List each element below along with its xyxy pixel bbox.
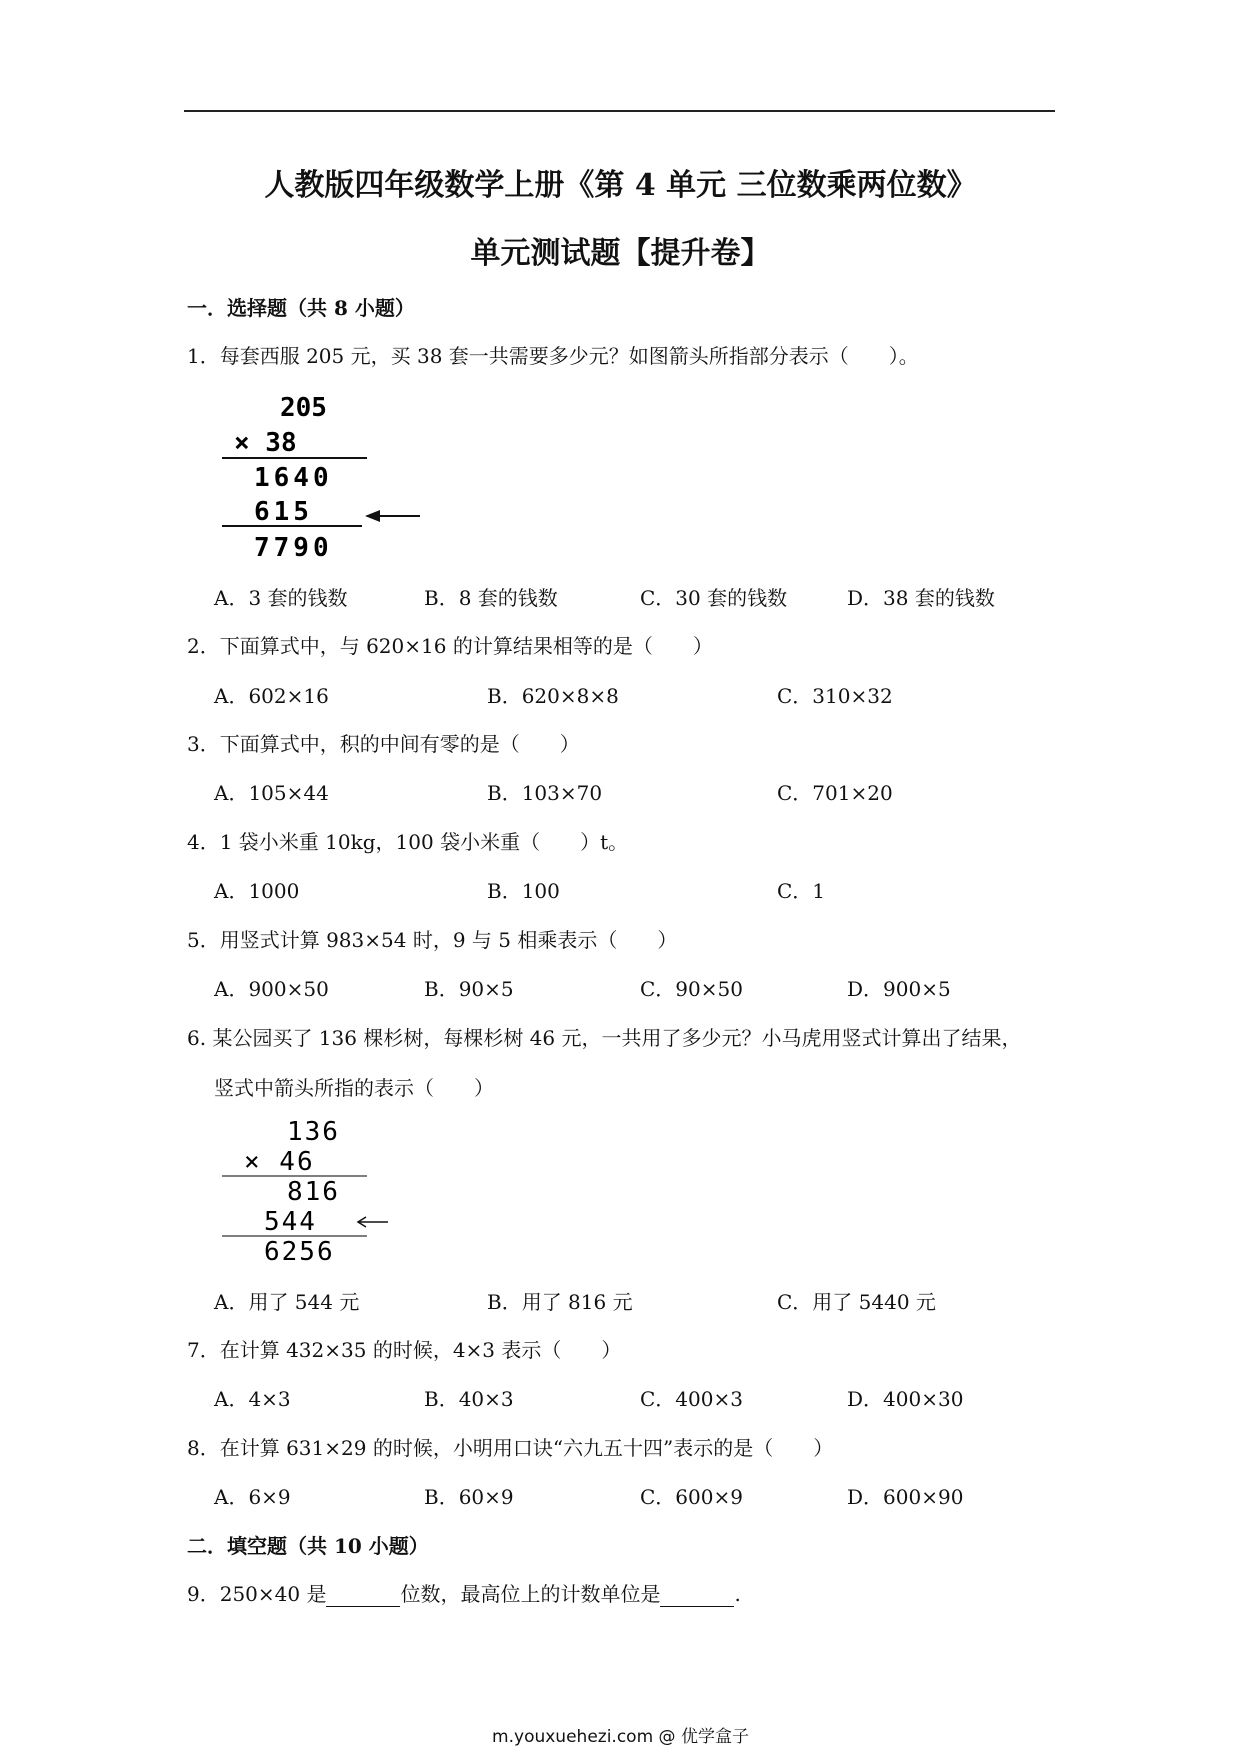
q7-option-a[interactable]: A．4×3 bbox=[214, 1387, 291, 1411]
q5-option-a[interactable]: A．900×50 bbox=[214, 977, 329, 1001]
q3-option-c[interactable]: C．701×20 bbox=[777, 781, 893, 805]
question-5: 5．用竖式计算 983×54 时，9 与 5 相乘表示（ ） bbox=[187, 928, 678, 952]
q5-option-c[interactable]: C．90×50 bbox=[640, 977, 743, 1001]
q1-option-c[interactable]: C．30 套的钱数 bbox=[640, 586, 788, 610]
q2-option-b[interactable]: B．620×8×8 bbox=[487, 684, 619, 708]
fig2-row-3: 816 bbox=[287, 1177, 340, 1207]
page-title: 人教版四年级数学上册《第 4 单元 三位数乘两位数》 bbox=[264, 168, 977, 203]
fig1-row-5: 7790 bbox=[254, 533, 333, 563]
footer-watermark: m.youxuehezi.com @ 优学盒子 bbox=[492, 1727, 749, 1747]
question-4: 4．1 袋小米重 10kg，100 袋小米重（ ）t。 bbox=[187, 830, 629, 854]
question-6: 6. 某公园买了 136 棵杉树，每棵杉树 46 元，一共用了多少元？小马虎用竖式计算出了结果， bbox=[187, 1026, 1022, 1050]
fig2-row-1: 136 bbox=[287, 1117, 340, 1147]
page-subtitle: 单元测试题【提升卷】 bbox=[470, 236, 771, 271]
fig2-row-2: × 46 bbox=[244, 1147, 315, 1177]
fig1-row-3: 1640 bbox=[254, 463, 333, 493]
q5-option-b[interactable]: B．90×5 bbox=[424, 977, 514, 1001]
fig1-row-2: × 38 bbox=[234, 428, 297, 458]
figure-vertical-multiplication-1 bbox=[222, 388, 427, 566]
question-7: 7．在计算 432×35 的时候，4×3 表示（ ） bbox=[187, 1338, 622, 1362]
q5-option-d[interactable]: D．900×5 bbox=[847, 977, 951, 1001]
q9-part-c: . bbox=[734, 1582, 741, 1606]
section-heading-choice: 一．选择题（共 8 小题） bbox=[187, 296, 415, 320]
q9-blank-2[interactable] bbox=[660, 1586, 734, 1607]
question-9 bbox=[187, 1578, 741, 1607]
question-2: 2．下面算式中，与 620×16 的计算结果相等的是（ ） bbox=[187, 634, 713, 658]
fig1-row-1: 205 bbox=[280, 393, 327, 423]
q4-option-c[interactable]: C．1 bbox=[777, 879, 826, 903]
q6-option-b[interactable]: B．用了 816 元 bbox=[487, 1290, 633, 1314]
q4-option-a[interactable]: A．1000 bbox=[214, 879, 300, 903]
q1-option-b[interactable]: B．8 套的钱数 bbox=[424, 586, 558, 610]
q8-option-b[interactable]: B．60×9 bbox=[424, 1485, 514, 1509]
q1-option-a[interactable]: A．3 套的钱数 bbox=[214, 586, 348, 610]
section-heading-fill: 二．填空题（共 10 小题） bbox=[187, 1534, 429, 1558]
q6-option-a[interactable]: A．用了 544 元 bbox=[214, 1290, 360, 1314]
fig2-row-5: 6256 bbox=[264, 1237, 335, 1267]
q3-option-a[interactable]: A．105×44 bbox=[214, 781, 329, 805]
question-8: 8．在计算 631×29 的时候，小明用口诀“六九五十四”表示的是（ ） bbox=[187, 1436, 834, 1460]
question-3: 3．下面算式中，积的中间有零的是（ ） bbox=[187, 732, 580, 756]
q8-option-c[interactable]: C．600×9 bbox=[640, 1485, 743, 1509]
q7-option-b[interactable]: B．40×3 bbox=[424, 1387, 514, 1411]
q9-part-b: 位数，最高位上的计数单位是 bbox=[400, 1582, 661, 1606]
q6-option-c[interactable]: C．用了 5440 元 bbox=[777, 1290, 936, 1314]
fig1-row-4: 615 bbox=[254, 497, 313, 527]
figure-vertical-multiplication-2 bbox=[222, 1114, 402, 1270]
q4-option-b[interactable]: B．100 bbox=[487, 879, 560, 903]
fig2-row-4: 544 bbox=[264, 1207, 317, 1237]
top-rule bbox=[184, 110, 1055, 112]
q1-option-d[interactable]: D．38 套的钱数 bbox=[847, 586, 995, 610]
q7-option-c[interactable]: C．400×3 bbox=[640, 1387, 743, 1411]
q8-option-a[interactable]: A．6×9 bbox=[214, 1485, 291, 1509]
q9-blank-1[interactable] bbox=[326, 1586, 400, 1607]
q2-option-a[interactable]: A．602×16 bbox=[214, 684, 329, 708]
q7-option-d[interactable]: D．400×30 bbox=[847, 1387, 964, 1411]
question-1: 1．每套西服 205 元，买 38 套一共需要多少元？如图箭头所指部分表示（ ）。 bbox=[187, 344, 919, 368]
q2-option-c[interactable]: C．310×32 bbox=[777, 684, 893, 708]
q8-option-d[interactable]: D．600×90 bbox=[847, 1485, 964, 1509]
question-6-continued: 竖式中箭头所指的表示（ ） bbox=[214, 1076, 494, 1100]
q3-option-b[interactable]: B．103×70 bbox=[487, 781, 603, 805]
q9-part-a: 9．250×40 是 bbox=[187, 1582, 327, 1606]
